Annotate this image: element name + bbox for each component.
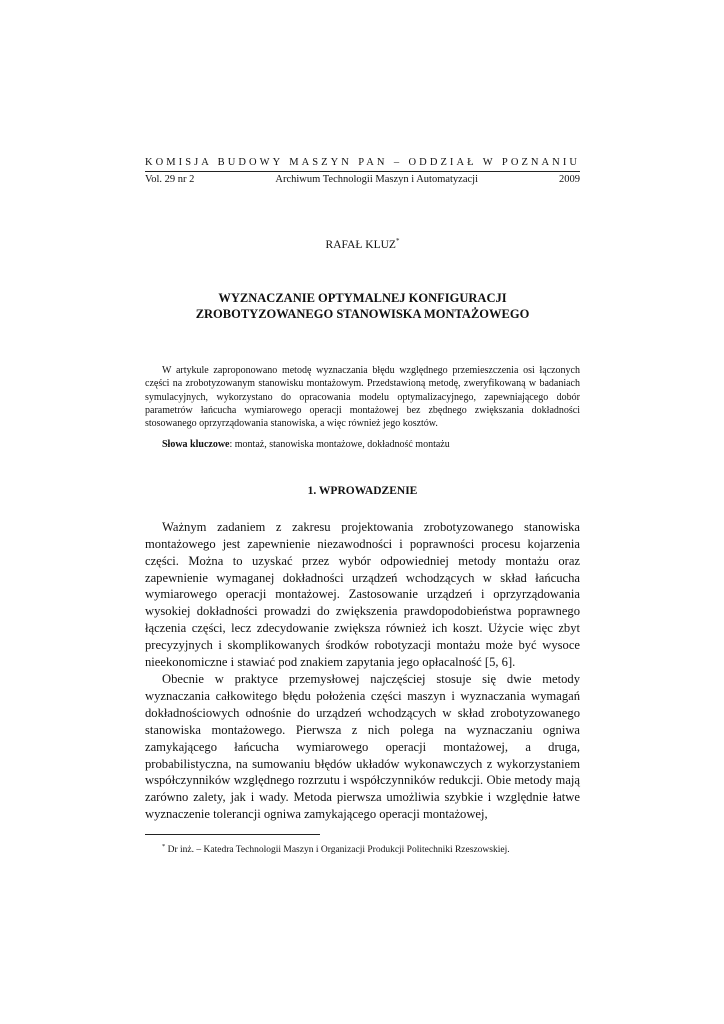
publication-year: 2009 [559,174,580,185]
keywords [145,438,580,451]
author-name: RAFAŁ KLUZ [325,238,396,251]
paragraph-2: Obecnie w praktyce przemysłowej najczęściej stosuje się dwie metody wyznaczania całkowitego błędu położenia części maszyn i wyznaczania wymagań dokładnościowych odnośnie do urządzeń wchodzących w skład zrobotyzowanego stanowiska montażowego. Pierwsza z nich polega na wyznaczaniu ogniwa zamykającego łańcucha wymiarowego operacji montażowej, a druga, probabilistyczna, na sumowaniu błędów układów wykonawczych z wykorzystaniem współczynników względnego rozrzutu i współczynników redukcji. Obie metody mają zarówno zalety, jak i wady. Metoda pierwsza umożliwia szybkie i względnie łatwe wyznaczenie tolerancji ogniwa zamykającego operacji montażowej, [145,672,580,822]
keywords-label: Słowa kluczowe [162,438,230,450]
title-line-2: ZROBOTYZOWANEGO STANOWISKA MONTAŻOWEGO [195,306,530,321]
paper-title [145,290,580,322]
body-text [145,519,580,823]
footnote [145,841,580,856]
paragraph-1: Ważnym zadaniem z zakresu projektowania zrobotyzowanego stanowiska montażowego jest zapewnienie niezawodności i poprawności procesu kojarzenia części. Można to uzyskać przez wybór odpowiedniej metody montażu oraz zapewnienie wymaganej dokładności urządzeń wchodzących w skład łańcucha wymiarowego operacji montażowej. Zastosowanie urządzeń i oprzyrządowania wysokiej dokładności prowadzi do zwiększenia prawdopodobieństwa poprawnego łączenia części, lecz zdecydowanie zwiększa również ich koszt. Użycie więc zbyt precyzyjnych i skomplikowanych środków robotyzacji montażu może być wysoce nieekonomiczne i stawiać pod znakiem zapytania jego opłacalność [5, 6]. [145,519,580,670]
title-line-1: WYZNACZANIE OPTYMALNEJ KONFIGURACJI [218,290,507,305]
author-footnote-mark: * [395,237,400,245]
keywords-separator: : [229,438,235,450]
keywords-text: montaż, stanowiska montażowe, dokładność montażu [234,438,450,450]
footnote-text: Dr inż. – Katedra Technologii Maszyn i Organizacji Produkcji Politechniki Rzeszowskiej. [165,845,510,856]
section-heading: 1. WPROWADZENIE [307,484,418,497]
header-rule [145,171,580,172]
author [145,234,580,252]
journal-masthead: KOMISJA BUDOWY MASZYN PAN – ODDZIAŁ W POZNANIU [145,157,580,168]
paper-page [145,156,580,856]
volume-number: Vol. 29 nr 2 [145,174,195,185]
footnote-mark: * [162,843,166,851]
journal-name: Archiwum Technologii Maszyn i Automatyzacji [275,174,479,185]
abstract: W artykule zaproponowano metodę wyznaczania błędu względnego przemieszczenia osi łączonych części na zrobotyzowanym stanowisku montażowym. Przedstawioną metodę, zweryfikowaną w badaniach symulacyjnych, wykorzystano do opracowania modelu optymalizacyjnego, zapewniającego dobór parametrów łańcucha wymiarowego operacji montażowej bez zbędnego zwiększania dokładności stosowanego oprzyrządowania stanowiska, a więc również jego kosztów. [145,364,580,430]
journal-meta [145,173,580,186]
footnote-rule [145,834,320,835]
